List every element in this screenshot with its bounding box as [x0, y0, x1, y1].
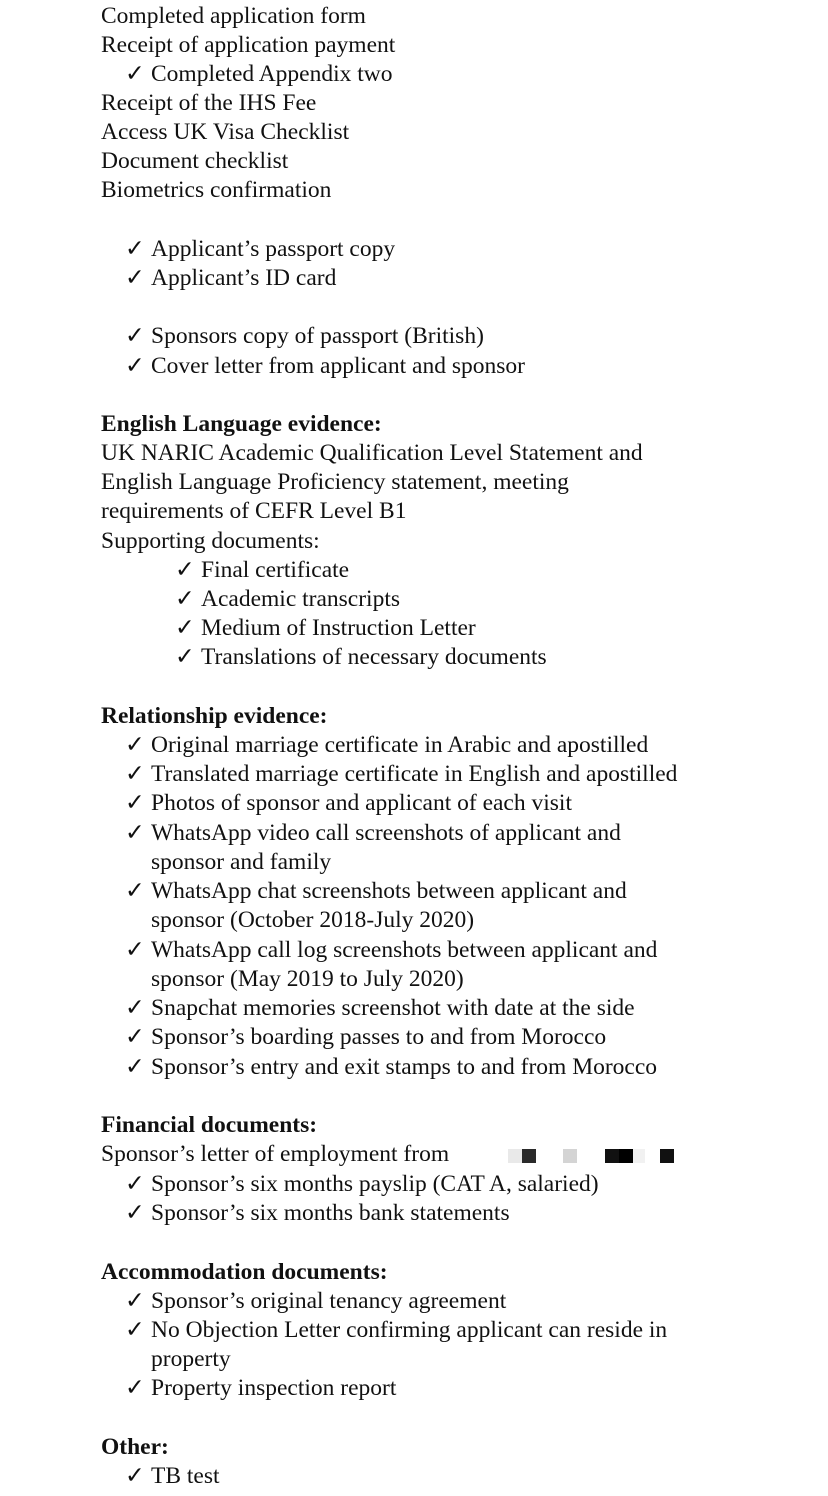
list-item-text: Translated marriage certificate in English and apostilled — [151, 761, 678, 787]
list-item — [125, 1316, 667, 1345]
checkmark-icon: ✓ — [125, 265, 145, 291]
checkmark-icon: ✓ — [125, 1375, 145, 1401]
list-item-text: Applicant’s passport copy — [151, 236, 396, 262]
list-item — [175, 614, 476, 643]
list-item-continuation: sponsor and family — [151, 849, 332, 875]
list-item: Completed application form — [101, 3, 366, 29]
list-item: Receipt of the IHS Fee — [101, 90, 317, 116]
checkmark-icon: ✓ — [125, 820, 145, 846]
list-item — [125, 1374, 396, 1403]
list-item — [125, 1462, 220, 1491]
checkmark-icon: ✓ — [175, 644, 195, 670]
list-item — [125, 789, 572, 818]
list-item-text: Sponsor’s original tenancy agreement — [151, 1288, 507, 1314]
checkmark-icon: ✓ — [175, 586, 195, 612]
checkmark-icon: ✓ — [125, 61, 145, 87]
list-item — [175, 556, 349, 585]
list-item-continuation: property — [151, 1346, 231, 1372]
list-item — [125, 760, 677, 789]
checkmark-icon: ✓ — [175, 615, 195, 641]
checkmark-icon: ✓ — [125, 1171, 145, 1197]
list-item: Document checklist — [101, 148, 289, 174]
list-item — [125, 1199, 510, 1228]
list-item: Receipt of application payment — [101, 32, 396, 58]
redaction-block — [508, 1149, 522, 1163]
checkmark-icon: ✓ — [125, 1054, 145, 1080]
section-heading-relationship: Relationship evidence: — [101, 703, 328, 729]
list-item-continuation: sponsor (October 2018-July 2020) — [151, 907, 475, 933]
section-heading-financial: Financial documents: — [101, 1112, 318, 1138]
list-item — [125, 264, 336, 293]
list-item — [125, 235, 395, 264]
checkmark-icon: ✓ — [125, 1024, 145, 1050]
list-item — [125, 819, 621, 848]
checkmark-icon: ✓ — [125, 1200, 145, 1226]
redaction-block — [633, 1149, 645, 1163]
list-item-text: Completed Appendix two — [151, 61, 393, 87]
list-item: Access UK Visa Checklist — [101, 119, 350, 145]
checkmark-icon: ✓ — [125, 236, 145, 262]
list-item-text: Original marriage certificate in Arabic and apostilled — [151, 732, 649, 758]
list-item — [125, 1023, 606, 1052]
list-item: Biometrics confirmation — [101, 177, 332, 203]
list-item-text: Sponsor’s six months payslip (CAT A, salaried) — [151, 1171, 599, 1197]
redaction-block — [522, 1149, 536, 1163]
checkmark-icon: ✓ — [125, 1463, 145, 1489]
list-item-text: TB test — [151, 1463, 220, 1489]
list-item — [125, 1170, 599, 1199]
list-item — [125, 731, 648, 760]
checkmark-icon: ✓ — [125, 937, 145, 963]
list-item-text: No Objection Letter confirming applicant can reside in — [151, 1317, 668, 1343]
list-item-text: Sponsor’s entry and exit stamps to and from Morocco — [151, 1054, 658, 1080]
list-item-text: Medium of Instruction Letter — [201, 615, 476, 641]
paragraph-line: English Language Proficiency statement, meeting — [101, 469, 569, 495]
list-item-text: Property inspection report — [151, 1375, 397, 1401]
list-item — [175, 585, 400, 614]
checkmark-icon: ✓ — [175, 557, 195, 583]
redaction-block — [660, 1149, 674, 1163]
list-item-text: WhatsApp video call screenshots of applicant and — [151, 820, 621, 846]
redaction-block — [563, 1149, 577, 1163]
checkmark-icon: ✓ — [125, 790, 145, 816]
redaction-block — [619, 1149, 633, 1163]
list-item-text: Sponsor’s boarding passes to and from Morocco — [151, 1024, 607, 1050]
list-item — [125, 322, 484, 351]
employment-letter-line: Sponsor’s letter of employment from — [101, 1141, 450, 1167]
checkmark-icon: ✓ — [125, 1317, 145, 1343]
checkmark-icon: ✓ — [125, 732, 145, 758]
list-item-text: Translations of necessary documents — [201, 644, 547, 670]
redaction-block — [605, 1149, 619, 1163]
list-item-text: WhatsApp call log screenshots between applicant and — [151, 937, 658, 963]
checkmark-icon: ✓ — [125, 1288, 145, 1314]
list-item-text: Applicant’s ID card — [151, 265, 337, 291]
paragraph-line: UK NARIC Academic Qualification Level Statement and — [101, 440, 643, 466]
list-item — [175, 643, 547, 672]
list-item-text: WhatsApp chat screenshots between applicant and — [151, 878, 627, 904]
paragraph-line: requirements of CEFR Level B1 — [101, 498, 407, 524]
list-item-text: Cover letter from applicant and sponsor — [151, 353, 525, 379]
checkmark-icon: ✓ — [125, 323, 145, 349]
list-item-text: Sponsors copy of passport (British) — [151, 323, 484, 349]
list-item — [125, 877, 627, 906]
list-item — [125, 60, 393, 89]
list-item-text: Final certificate — [201, 557, 350, 583]
list-item — [125, 1053, 657, 1082]
list-item — [125, 994, 635, 1023]
list-item — [125, 1287, 506, 1316]
list-item — [125, 352, 525, 381]
list-item-text: Sponsor’s six months bank statements — [151, 1200, 510, 1226]
section-heading-accommodation: Accommodation documents: — [101, 1259, 388, 1285]
list-item-continuation: sponsor (May 2019 to July 2020) — [151, 966, 464, 992]
checkmark-icon: ✓ — [125, 995, 145, 1021]
list-item-text: Academic transcripts — [201, 586, 401, 612]
supporting-docs-label: Supporting documents: — [101, 528, 320, 554]
checkmark-icon: ✓ — [125, 878, 145, 904]
checkmark-icon: ✓ — [125, 761, 145, 787]
checkmark-icon: ✓ — [125, 353, 145, 379]
section-heading-english: English Language evidence: — [101, 411, 382, 437]
list-item — [125, 936, 657, 965]
list-item-text: Snapchat memories screenshot with date at the side — [151, 995, 635, 1021]
section-heading-other: Other: — [101, 1434, 169, 1460]
list-item-text: Photos of sponsor and applicant of each visit — [151, 790, 572, 816]
